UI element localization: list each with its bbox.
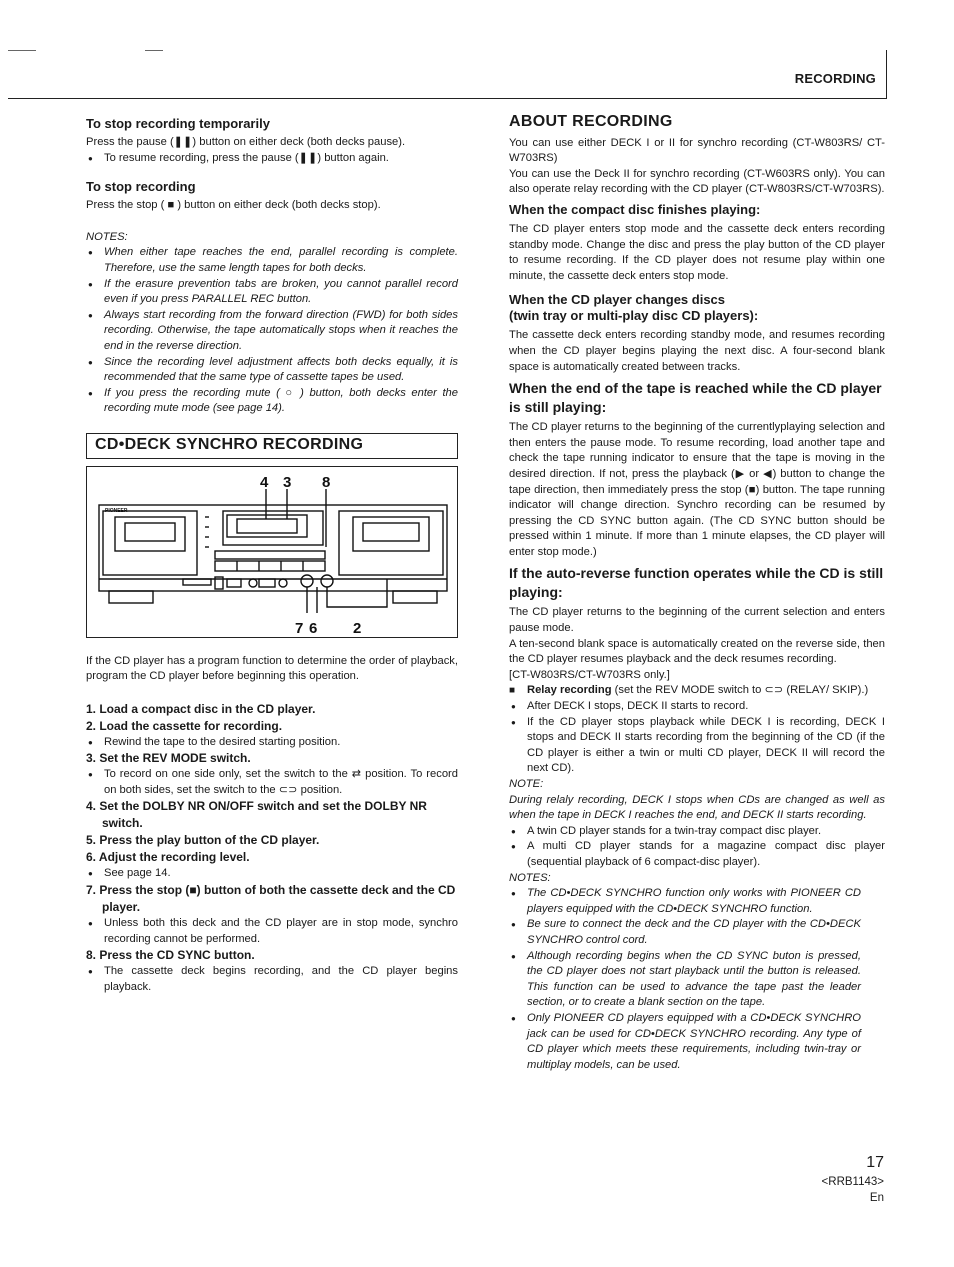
left-column: [86, 115, 458, 995]
deck2-window: [353, 517, 429, 551]
step-item: 7. Press the stop (■) button of both the cassette deck and the CD player. ● Unless both this deck and the CD player are in stop mode, synchro recording cannot be performed.: [86, 882, 458, 947]
heading-disc-finishes: When the compact disc finishes playing:: [509, 201, 761, 217]
stop-temp-text: Press the pause (❚❚) button on either deck (both decks pause).: [86, 136, 406, 148]
deck-foot: [393, 591, 437, 603]
header-rule-mark: [145, 50, 163, 51]
notes-list: [86, 245, 458, 417]
knob: [321, 575, 333, 587]
intro-text: If the CD player has a program function to determine the order of playback, program the CD player before beginning this operation.: [86, 654, 458, 683]
center-display: [223, 511, 323, 545]
list-item: ● The cassette deck begins recording, and the CD player begins playback.: [86, 964, 458, 995]
notes-list: [509, 886, 861, 1073]
auto-text-1: The CD player returns to the beginning of the current selection and enters pause mode.: [509, 606, 885, 635]
note-item: ● If you press the recording mute ( ○ ) button, both decks enter the recording mute mode (see page 14).: [86, 386, 458, 417]
step-item: 6. Adjust the recording level. ● See page 14.: [86, 849, 458, 882]
step-item: 8. Press the CD SYNC button. ● The cassette deck begins recording, and the CD player begins playback.: [86, 947, 458, 995]
about-text-2: You can use the Deck II for synchro recording (CT-W603RS only). You can also operate relay recording with the CD player (CT-W803RS/CT-W703RS).: [509, 167, 885, 196]
relay-item: ■ Relay recording (set the REV MODE switch to ⊂⊃ (RELAY/ SKIP).): [509, 683, 885, 699]
step-item: 4. Set the DOLBY NR ON/OFF switch and set the DOLBY NR switch.: [86, 799, 427, 831]
heading-stop: To stop recording: [86, 179, 196, 195]
heading-auto-reverse: If the auto-reverse function operates while the CD is still playing:: [509, 565, 884, 600]
section-title: CD•DECK SYNCHRO RECORDING: [95, 435, 364, 453]
note-label: NOTE:: [509, 778, 544, 790]
notes-label: NOTES:: [86, 230, 128, 243]
note-item: ● Always start recording from the forward direction (FWD) for both sides recording. Otherwise, the tape automatically stops when it reaches the end in the reverse direction.: [86, 308, 458, 355]
list-item: ● If the CD player stops playback while DECK I is recording, DECK I stops and DECK II starts recording from the beginning of the CD (if the CD player is either a twin or multi CD player, DECK II will record the next CD).: [509, 715, 885, 777]
step-item: 2. Load the cassette for recording. ● Rewind the tape to the desired starting position.: [86, 718, 458, 751]
heading-changes-discs: When the CD player changes discs: [509, 292, 726, 308]
page-number: 17: [866, 1154, 884, 1171]
header-rule: [8, 98, 886, 99]
note-item: ● Since the recording level adjustment affects both decks equally, it is recommended that the same type of cassette tapes be used.: [86, 355, 458, 386]
callout-3: 3: [283, 473, 292, 491]
list-item: ● A multi CD player stands for a magazine compact disc player (sequential playback of 6 compact-disc player).: [509, 839, 885, 870]
deck-diagram: [86, 466, 458, 638]
relay-bullets: [509, 699, 885, 777]
finish-text: The CD player enters stop mode and the cassette deck enters recording standby mode. Change the disc and press the play button of the CD player to resume recording. If the CD player does not resume play within one minute, the cassette deck enters stop mode.: [509, 222, 885, 282]
right-column: [509, 114, 885, 1073]
section-header: RECORDING: [794, 71, 876, 86]
list-item: ● After DECK I stops, DECK II starts to record.: [509, 699, 885, 715]
note-text: During relaly recording, DECK I stops when CDs are changed as well as when the tape in DECK I reaches the end, and DECK II starts recording.: [509, 793, 885, 822]
callout-6: 6: [309, 619, 318, 637]
list-item: ● See page 14.: [86, 866, 458, 882]
callout-2: 2: [353, 619, 362, 637]
stop-text: Press the stop ( ■ ) button on either deck (both decks stop).: [86, 199, 381, 212]
note-item: ● When either tape reaches the end, parallel recording is complete. Therefore, use the same length tapes for both decks.: [86, 245, 458, 276]
note-item: ● Only PIONEER CD players equipped with a CD•DECK SYNCHRO jack can be used for CD•DECK SYNCHRO recording. Any type of CD player which meets these requirements, including twin-tray or multiplay models, can be used.: [509, 1011, 861, 1073]
note-item: ● The CD•DECK SYNCHRO function only works with PIONEER CD players equipped with the CD•DECK SYNCHRO function.: [509, 886, 861, 917]
heading-end-of-tape: When the end of the tape is reached while the CD player is still playing:: [509, 380, 882, 415]
list-item: ● Unless both this deck and the CD player are in stop mode, synchro recording cannot be performed.: [86, 916, 458, 947]
header-rule-mark: [8, 50, 36, 51]
deck-foot: [109, 591, 153, 603]
callout-8: 8: [322, 473, 331, 491]
cassette-deck-illustration: [87, 467, 459, 637]
section-title-box: [86, 433, 458, 459]
list-item: ● To resume recording, press the pause (❚❚) button again.: [86, 151, 458, 167]
language-code: En: [869, 1192, 884, 1204]
note-item: ● Although recording begins when the CD SYNC buton is pressed, the CD player does not start playback until the button is released. This function can be used to advance the tape past the leader section, or to create a blank section on the tape.: [509, 949, 861, 1011]
models-note: [CT-W803RS/CT-W703RS only.]: [509, 668, 670, 681]
step-item: 5. Press the play button of the CD player.: [86, 833, 320, 848]
list-item: ● To record on one side only, set the switch to the ⇄ position. To record on both sides, set the switch to the ⊂⊃ position.: [86, 767, 458, 798]
heading-stop-temporarily: To stop recording temporarily: [86, 116, 270, 131]
callout-4: 4: [260, 473, 269, 491]
deck2-door: [339, 511, 443, 575]
step-item: 3. Set the REV MODE switch. ● To record on one side only, set the switch to the ⇄ position. To record on both sides, set the switch to the ⊂⊃ position.: [86, 750, 458, 798]
knob: [301, 575, 313, 587]
deck1-door: [103, 511, 197, 575]
list-item: ● Rewind the tape to the desired starting position.: [86, 735, 458, 751]
heading-changes-discs-sub: (twin tray or multi-play disc CD players):: [509, 308, 759, 324]
list-item: ● A twin CD player stands for a twin-tray compact disc player.: [509, 824, 885, 840]
auto-text-2: A ten-second blank space is automatically created on the reverse side, then the CD player resumes playback and the deck resumes recording.: [509, 637, 885, 666]
header-vertical-rule: [886, 50, 887, 99]
relay-list: [509, 683, 885, 699]
heading-about-recording: ABOUT RECORDING: [509, 113, 673, 130]
deck-body: [99, 505, 447, 591]
note-item: ● If the erasure prevention tabs are broken, you cannot parallel record even if you press PARALLEL REC button.: [86, 277, 458, 308]
note-item: ● Be sure to connect the deck and the CD player with the CD•DECK SYNCHRO control cord.: [509, 917, 861, 948]
page-footer-code: [760, 1174, 884, 1206]
end-text: The CD player returns to the beginning of the currentlyplaying selection and then enters the pause mode. To resume recording, load another tape and check the tape running indicator to ensure that the tape is moving in the desired direction. If not, press the playback (▶ or ◀) button to change the tape direction, then immediately press the stop (■) button. The tape running indicator will change direction. Synchro recording can be resumed by pressing the CD SYNC button again. (The CD SYNC button should be pressed within 1 minute. If more than 1 minute elapses, the CD player will enter stop mode.): [509, 421, 885, 558]
changes-text: The cassette deck enters recording standby mode, and resumes recording when the CD player begins playing the next disc. A four-second blank space is automatically created between tracks.: [509, 329, 885, 373]
steps-list: [86, 701, 458, 996]
cd-type-list: [509, 824, 885, 871]
step-item: 1. Load a compact disc in the CD player.: [86, 701, 316, 716]
callout-7: 7: [295, 619, 304, 637]
document-code: <RRB1143>: [821, 1176, 884, 1188]
brand-logo: PIONEER: [105, 507, 128, 514]
stop-temp-list: [86, 151, 458, 167]
about-text-1: You can use either DECK I or II for synchro recording (CT-W803RS/ CT-W703RS): [509, 136, 885, 165]
notes-label: NOTES:: [509, 871, 551, 884]
